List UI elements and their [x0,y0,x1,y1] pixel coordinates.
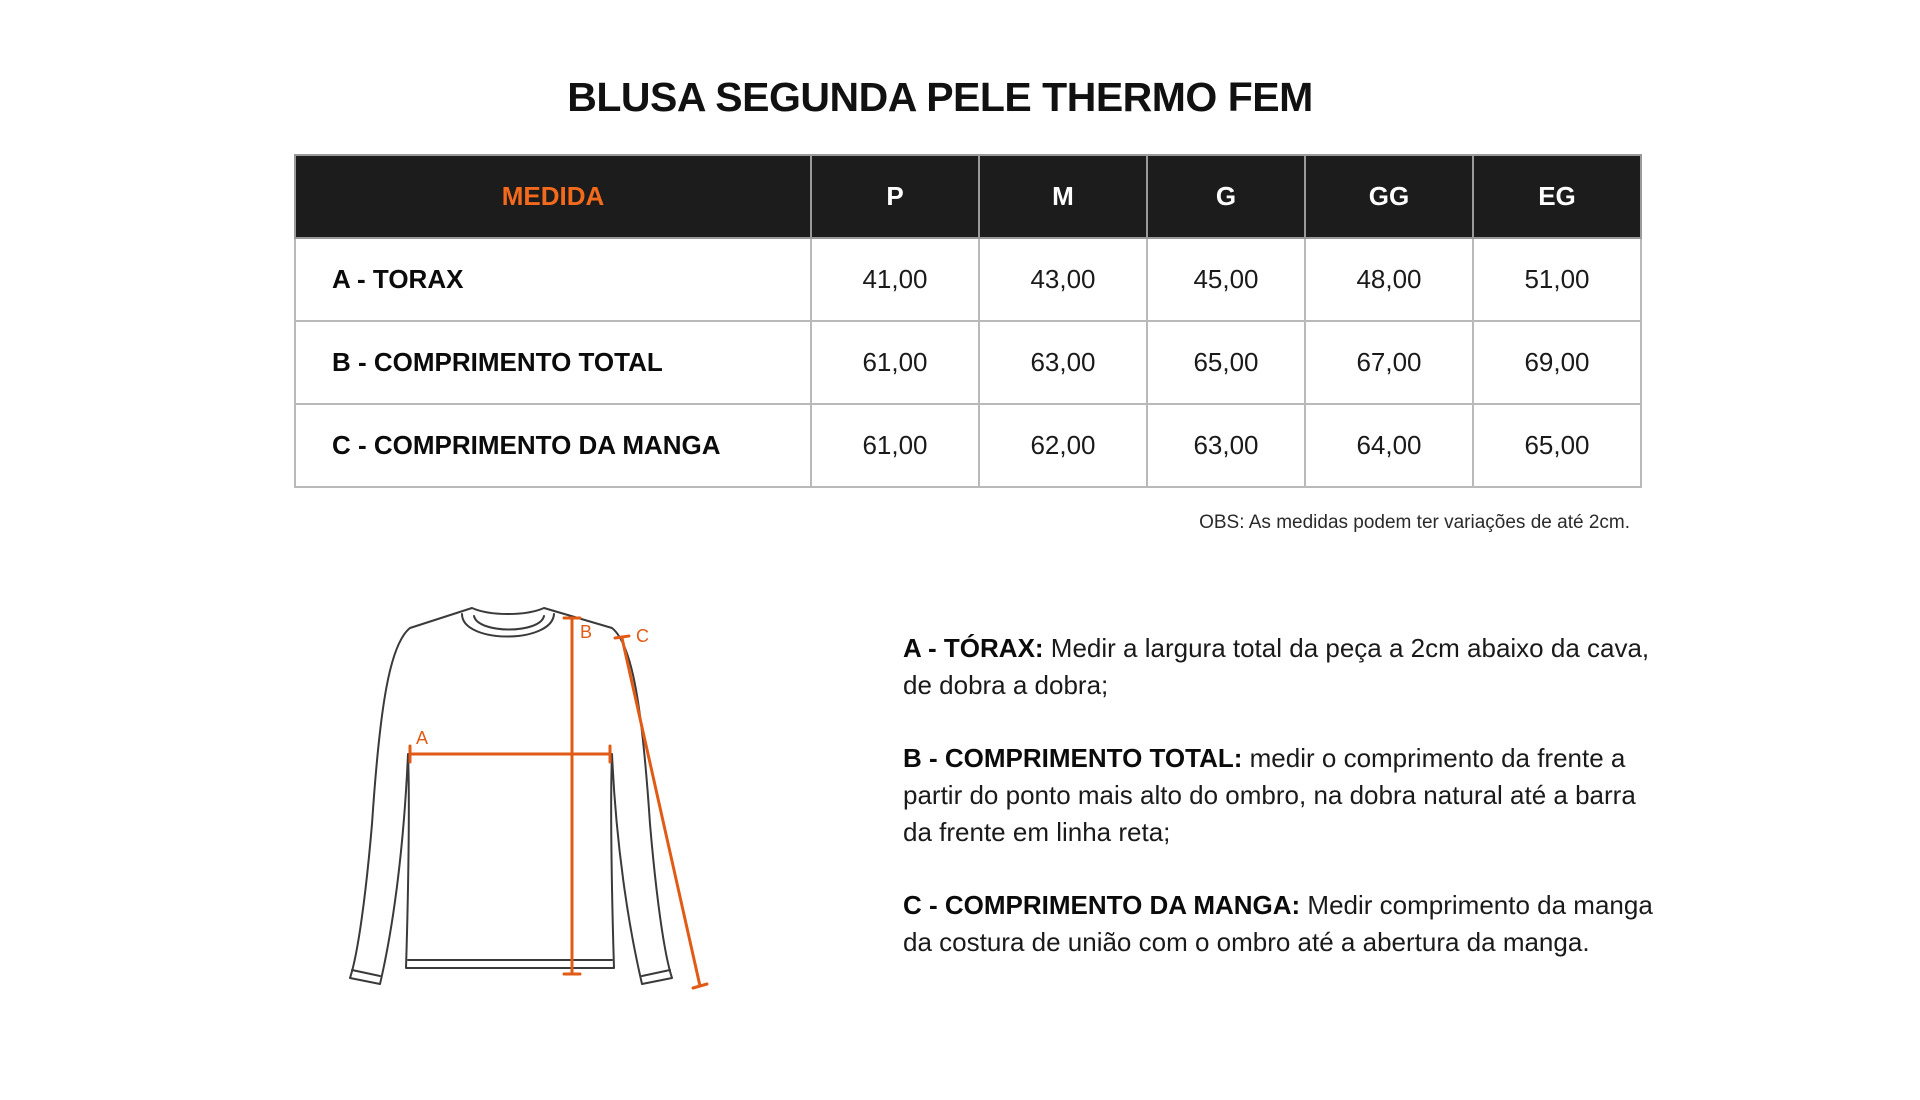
table-cell: 62,00 [979,404,1147,487]
shirt-outline [350,608,672,984]
table-cell: 61,00 [811,321,979,404]
header-size-m: M [979,155,1147,238]
shirt-collar [462,614,554,637]
table-cell: 61,00 [811,404,979,487]
table-row-comprimento-total [295,321,1641,404]
page-title: BLUSA SEGUNDA PELE THERMO FEM [567,74,1313,120]
table-cell: 63,00 [979,321,1147,404]
size-table [294,154,1642,488]
shirt-diagram [312,604,710,994]
table-cell: 65,00 [1147,321,1305,404]
instruction-text: medir o comprimento da frente a partir do ponto mais alto do ombro, na dobra natural até a barra da frente em linha reta; [903,743,1636,847]
table-cell: 64,00 [1305,404,1473,487]
instruction-comprimento-manga [903,887,1663,961]
header-size-eg: EG [1473,155,1641,238]
header-medida: MEDIDA [295,155,811,238]
row-label: A - TORAX [295,238,811,321]
measure-b-label: B [580,622,593,642]
measurement-instructions [903,630,1663,997]
table-header-row [295,155,1641,238]
measure-c-tick-bottom [693,984,707,988]
table-cell: 45,00 [1147,238,1305,321]
table-row-torax [295,238,1641,321]
table-row-comprimento-manga [295,404,1641,487]
row-label: C - COMPRIMENTO DA MANGA [295,404,811,487]
measure-a-label: A [416,728,429,748]
header-size-g: G [1147,155,1305,238]
table-cell: 63,00 [1147,404,1305,487]
instruction-text: Medir a largura total da peça a 2cm abaixo da cava, de dobra a dobra; [903,633,1650,700]
row-label: B - COMPRIMENTO TOTAL [295,321,811,404]
table-cell: 69,00 [1473,321,1641,404]
shirt-cuff-left [352,970,380,976]
measure-c-tick-top [615,636,629,638]
instruction-comprimento-total [903,740,1663,851]
measure-c-label: C [636,626,649,646]
instruction-term: C - COMPRIMENTO DA MANGA: [903,890,1301,920]
table-cell: 48,00 [1305,238,1473,321]
instruction-term: B - COMPRIMENTO TOTAL: [903,743,1243,773]
instruction-term: A - TÓRAX: [903,633,1044,663]
header-size-gg: GG [1305,155,1473,238]
measure-c-line [622,638,700,986]
table-cell: 67,00 [1305,321,1473,404]
instruction-torax [903,630,1663,704]
table-cell: 51,00 [1473,238,1641,321]
table-cell: 43,00 [979,238,1147,321]
table-cell: 65,00 [1473,404,1641,487]
instruction-text: Medir comprimento da manga da costura de união com o ombro até a abertura da manga. [903,890,1653,957]
shirt-collar-inner [474,616,544,630]
table-cell: 41,00 [811,238,979,321]
header-size-p: P [811,155,979,238]
measurement-note: OBS: As medidas podem ter variações de até 2cm. [1199,512,1630,533]
shirt-cuff-right [642,970,670,976]
